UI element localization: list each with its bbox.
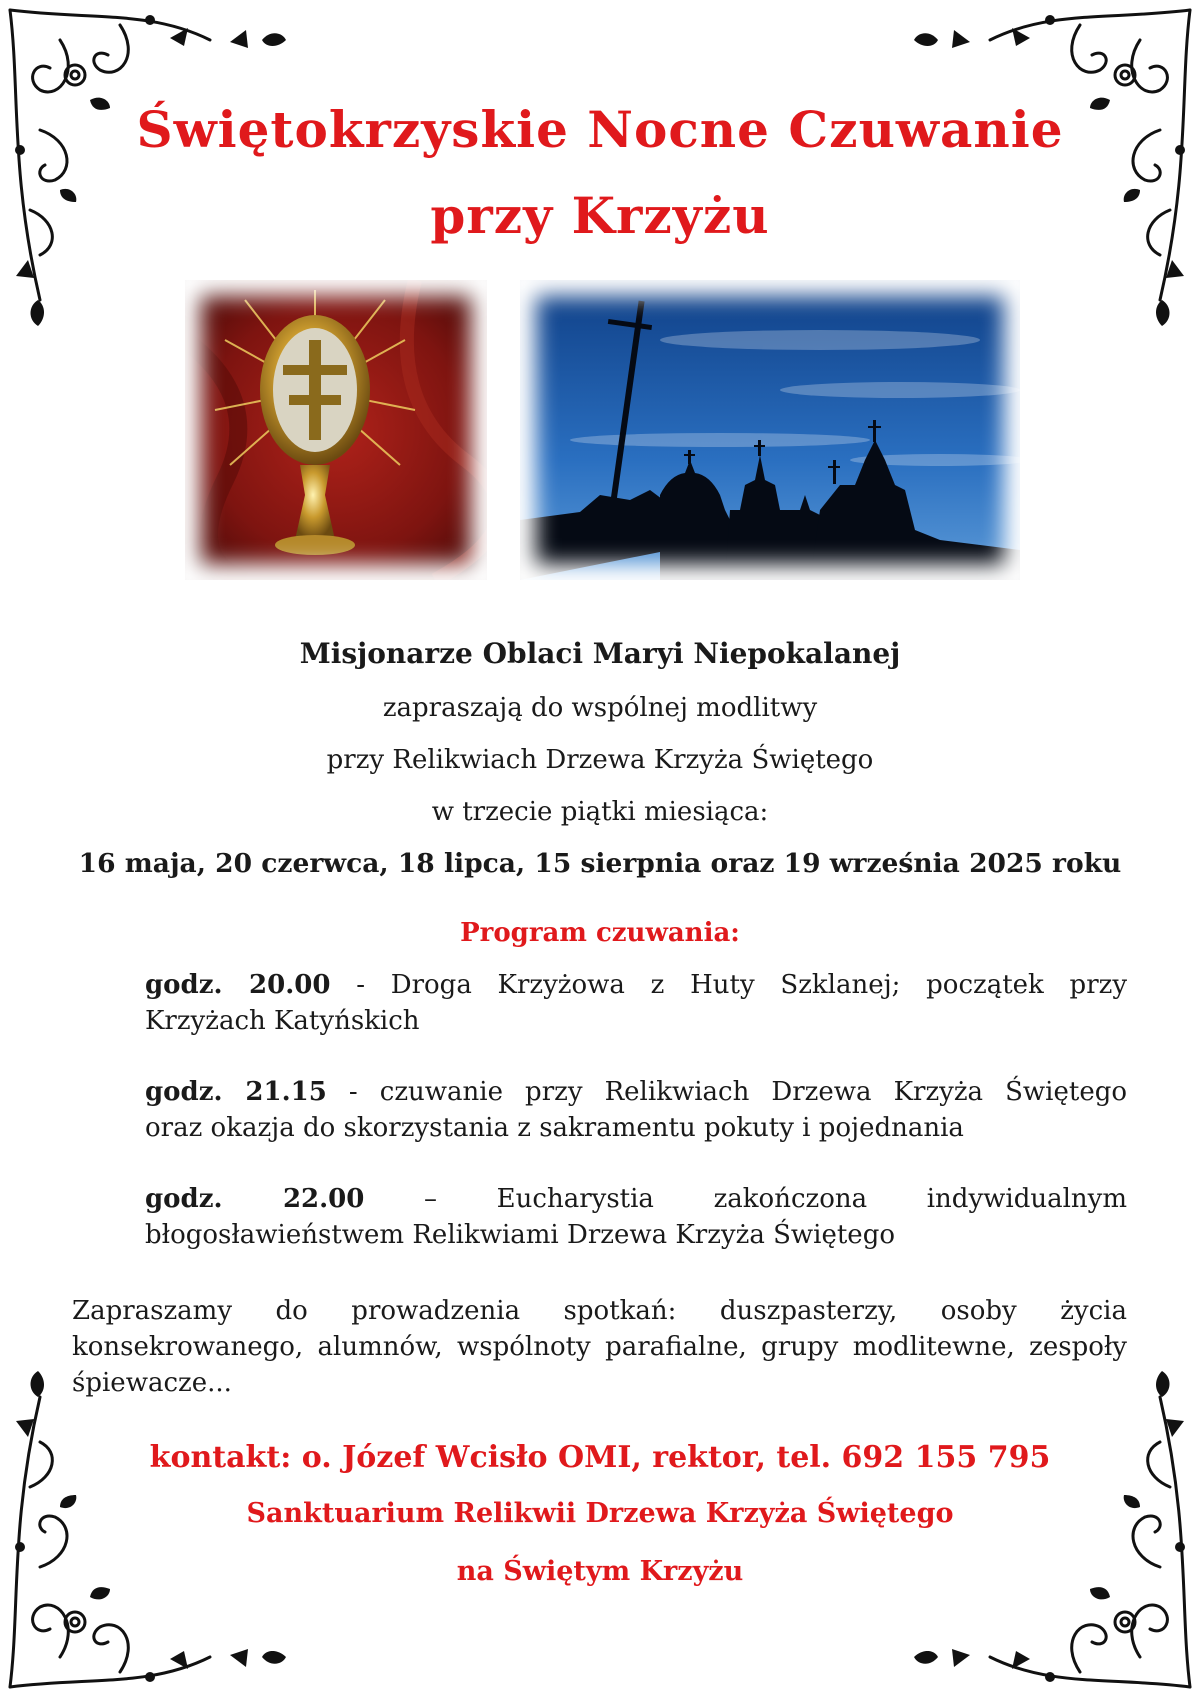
event-dates: 16 maja, 20 czerwca, 18 lipca, 15 sierpnia oraz 19 września 2025 roku xyxy=(78,848,1122,879)
contact-line: kontakt: o. Józef Wcisło OMI, rektor, tel. 692 155 795 xyxy=(149,1440,1051,1475)
invitation-line-3: w trzecie piątki miesiąca: xyxy=(431,797,769,827)
program-time: godz. 20.00 xyxy=(145,970,331,1000)
invitation-paragraph: Zapraszamy do prowadzenia spotkań: duszpasterzy, osoby życia konsekrowanego, alumnów, wspólnoty parafialne, grupy modlitewne, zespoły śpiewacze... xyxy=(72,1296,1127,1398)
page-title-line-2: przy Krzyżu xyxy=(430,186,770,245)
program-description: - Droga Krzyżowa z Huty Szklanej; początek przy xyxy=(356,970,1128,1000)
sanctuary-name: Sanktuarium Relikwii Drzewa Krzyża Świętego xyxy=(246,1498,954,1529)
organizer-name: Misjonarze Oblaci Maryi Niepokalanej xyxy=(299,637,901,670)
sanctuary-silhouette-photo xyxy=(520,280,1020,580)
program-item xyxy=(145,1074,1127,1146)
page-title-line-1: Świętokrzyskie Nocne Czuwanie xyxy=(136,100,1064,159)
program-time: godz. 22.00 xyxy=(145,1184,365,1214)
program-item xyxy=(145,1181,1127,1253)
program-heading: Program czuwania: xyxy=(460,918,740,948)
program-description-cont: Krzyżach Katyńskich xyxy=(145,1006,420,1036)
sanctuary-location: na Świętym Krzyżu xyxy=(456,1556,744,1587)
program-item xyxy=(145,967,1127,1039)
program-description: - czuwanie przy Relikwiach Drzewa Krzyża Świętego xyxy=(348,1077,1128,1107)
invitation-line-1: zapraszają do wspólnej modlitwy xyxy=(382,693,818,723)
program-description-cont: błogosławieństwem Relikwiami Drzewa Krzyża Świętego xyxy=(145,1220,895,1250)
program-time: godz. 21.15 xyxy=(145,1077,327,1107)
reliquary-photo xyxy=(185,280,487,580)
invitation-line-2: przy Relikwiach Drzewa Krzyża Świętego xyxy=(326,745,874,775)
program-description: – Eucharystia zakończona indywidualnym xyxy=(424,1184,1128,1214)
program-description-cont: oraz okazja do skorzystania z sakramentu pokuty i pojednania xyxy=(145,1113,964,1143)
